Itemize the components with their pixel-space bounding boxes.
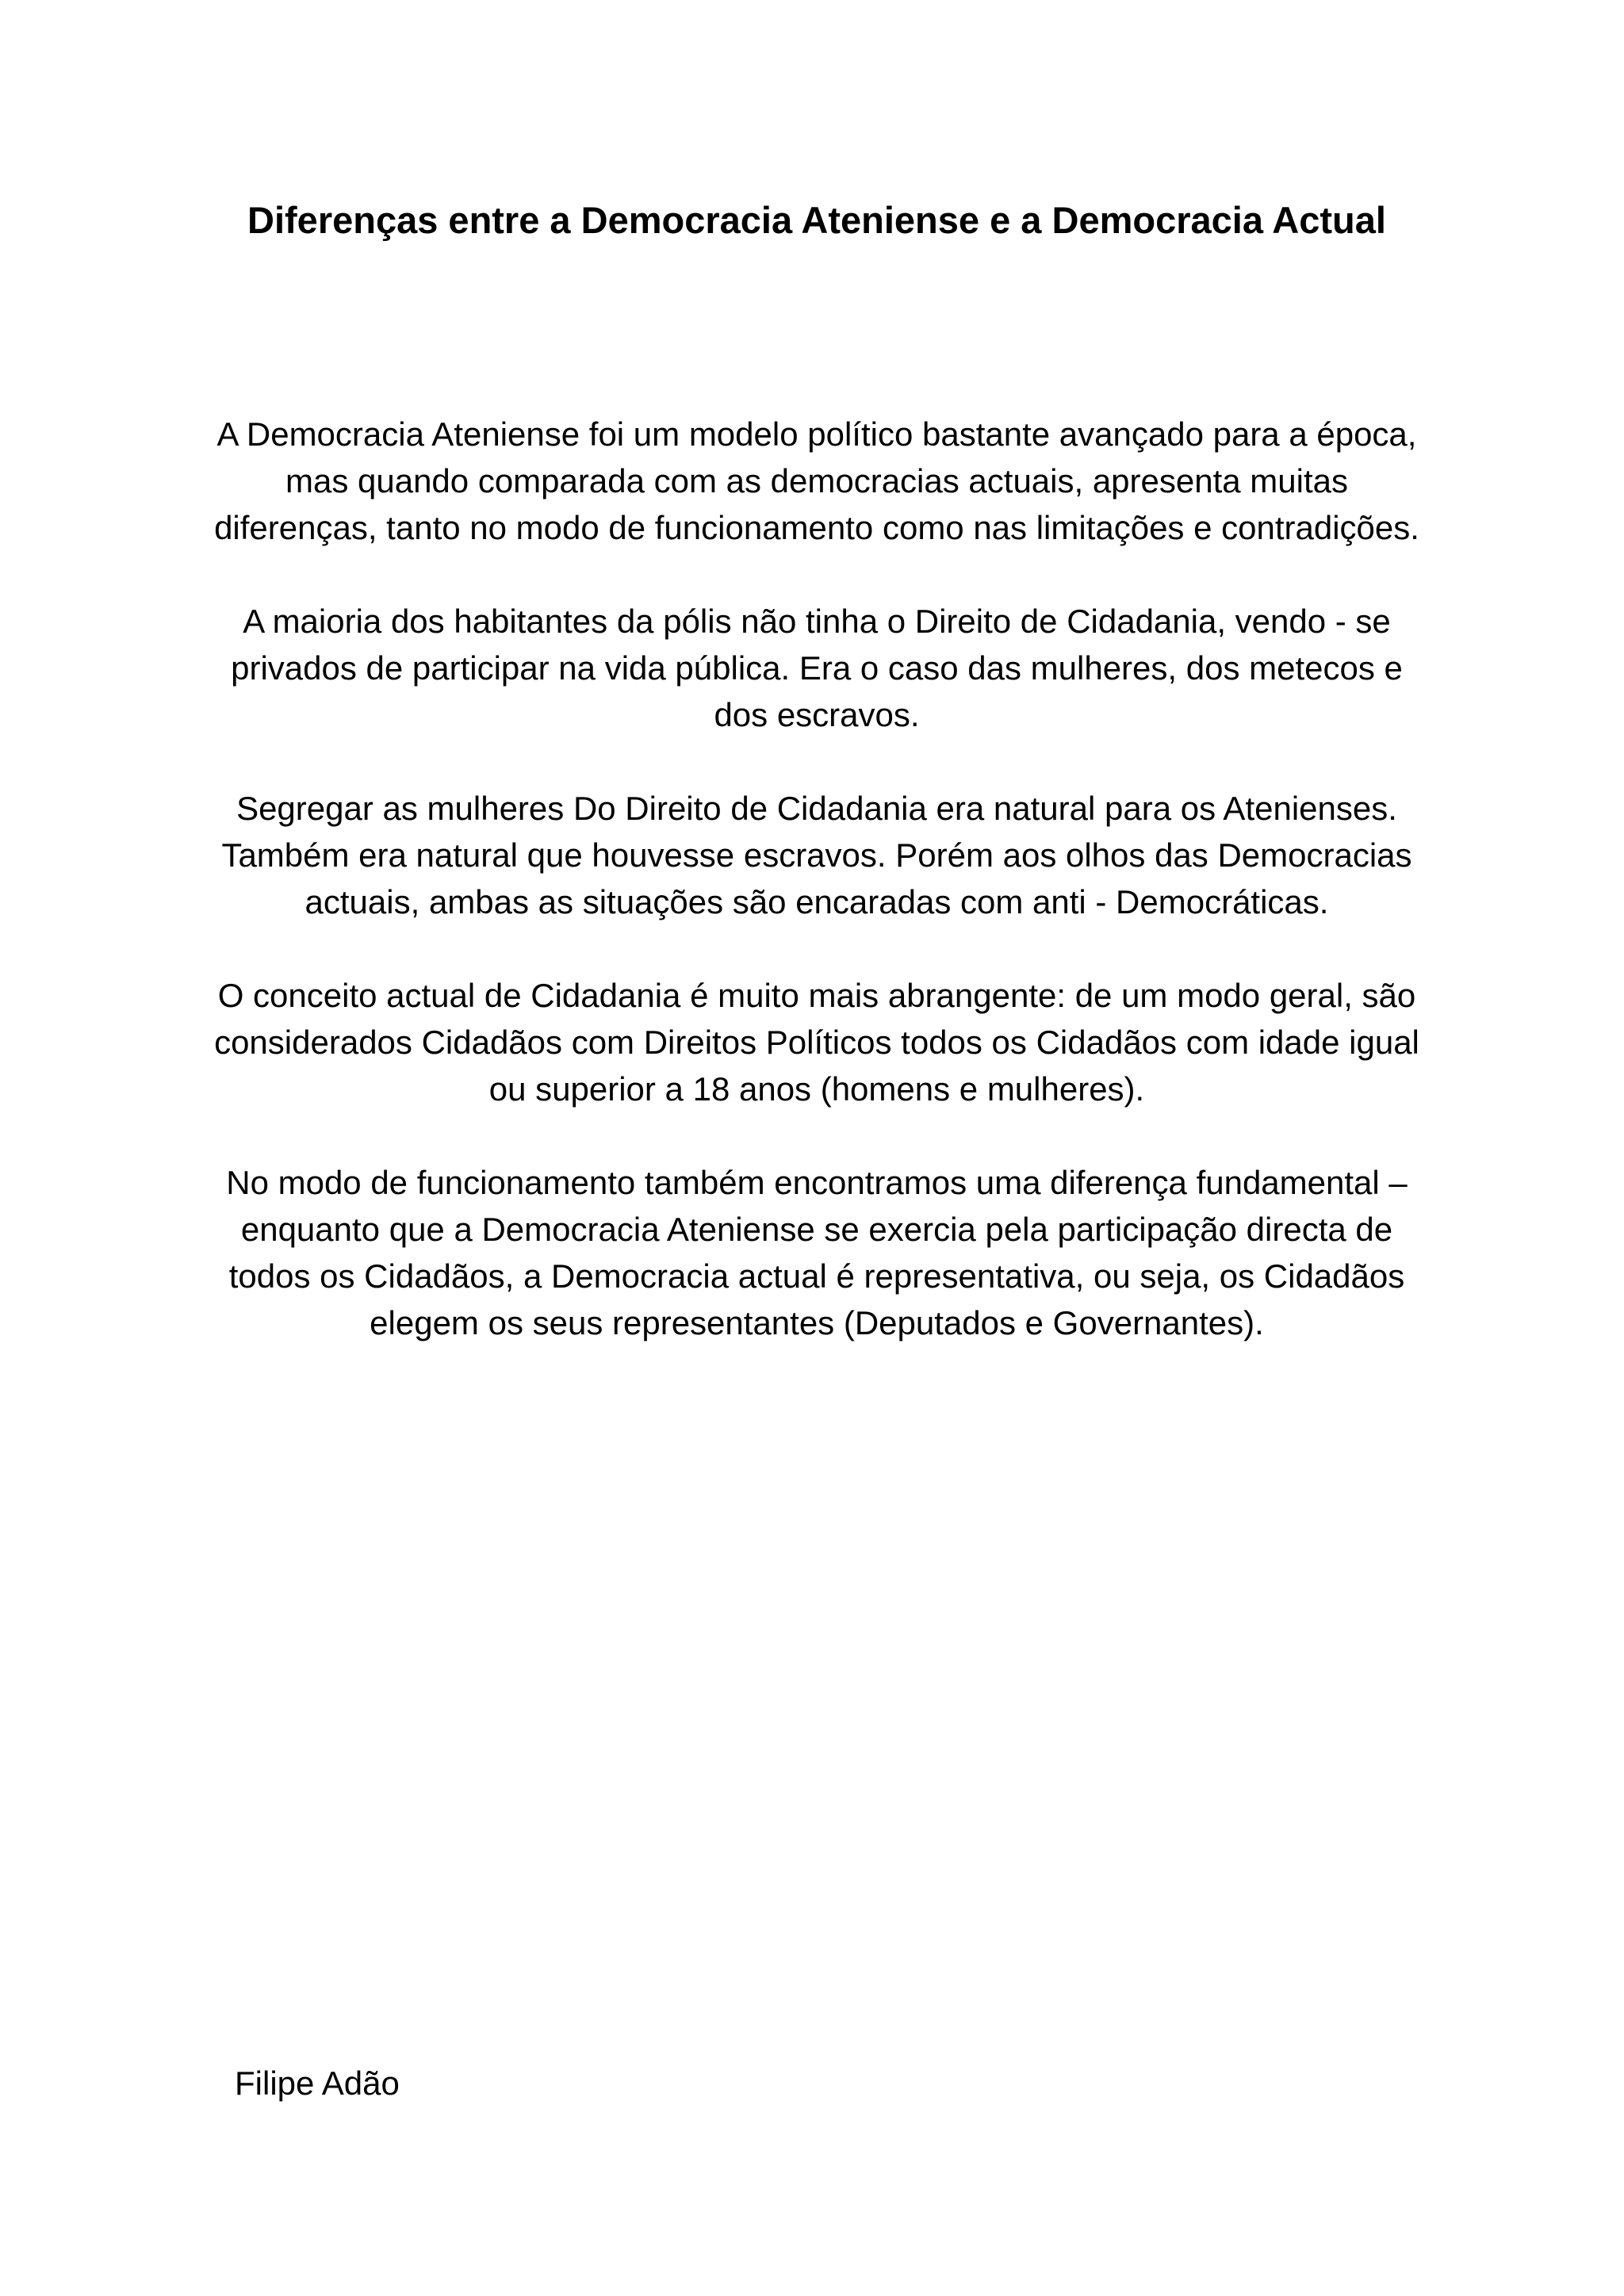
- document-body: [214, 411, 1419, 1393]
- paragraph-4: O conceito actual de Cidadania é muito mais abrangente: de um modo geral, são considerados Cidadãos com Direitos Políticos todos os Cidadãos com idade igual ou superior a 18 anos (homens e mulheres).: [214, 977, 1419, 1108]
- paragraph-1: A Democracia Ateniense foi um modelo político bastante avançado para a época, mas quando comparada com as democracias actuais, apresenta muitas diferenças, tanto no modo de funcionamento como nas limitações e contradições.: [214, 415, 1419, 546]
- paragraph-5: No modo de funcionamento também encontramos uma diferença fundamental – enquanto que a Democracia Ateniense se exercia pela participação directa de todos os Cidadãos, a Democracia actual é representativa, ou seja, os Cidadãos elegem os seus representantes (Deputados e Governantes).: [226, 1164, 1408, 1341]
- paragraph-3: Segregar as mulheres Do Direito de Cidadania era natural para os Atenienses. Também era natural que houvesse escravos. Porém aos olhos das Democracias actuais, ambas as situações são encaradas com anti - Democráticas.: [221, 790, 1412, 920]
- document-title: Diferenças entre a Democracia Ateniense e a Democracia Actual: [247, 199, 1386, 241]
- author-name: Filipe Adão: [235, 2064, 400, 2102]
- paragraph-2: A maioria dos habitantes da pólis não tinha o Direito de Cidadania, vendo - se privados de participar na vida pública. Era o caso das mulheres, dos metecos e dos escravos.: [231, 603, 1403, 733]
